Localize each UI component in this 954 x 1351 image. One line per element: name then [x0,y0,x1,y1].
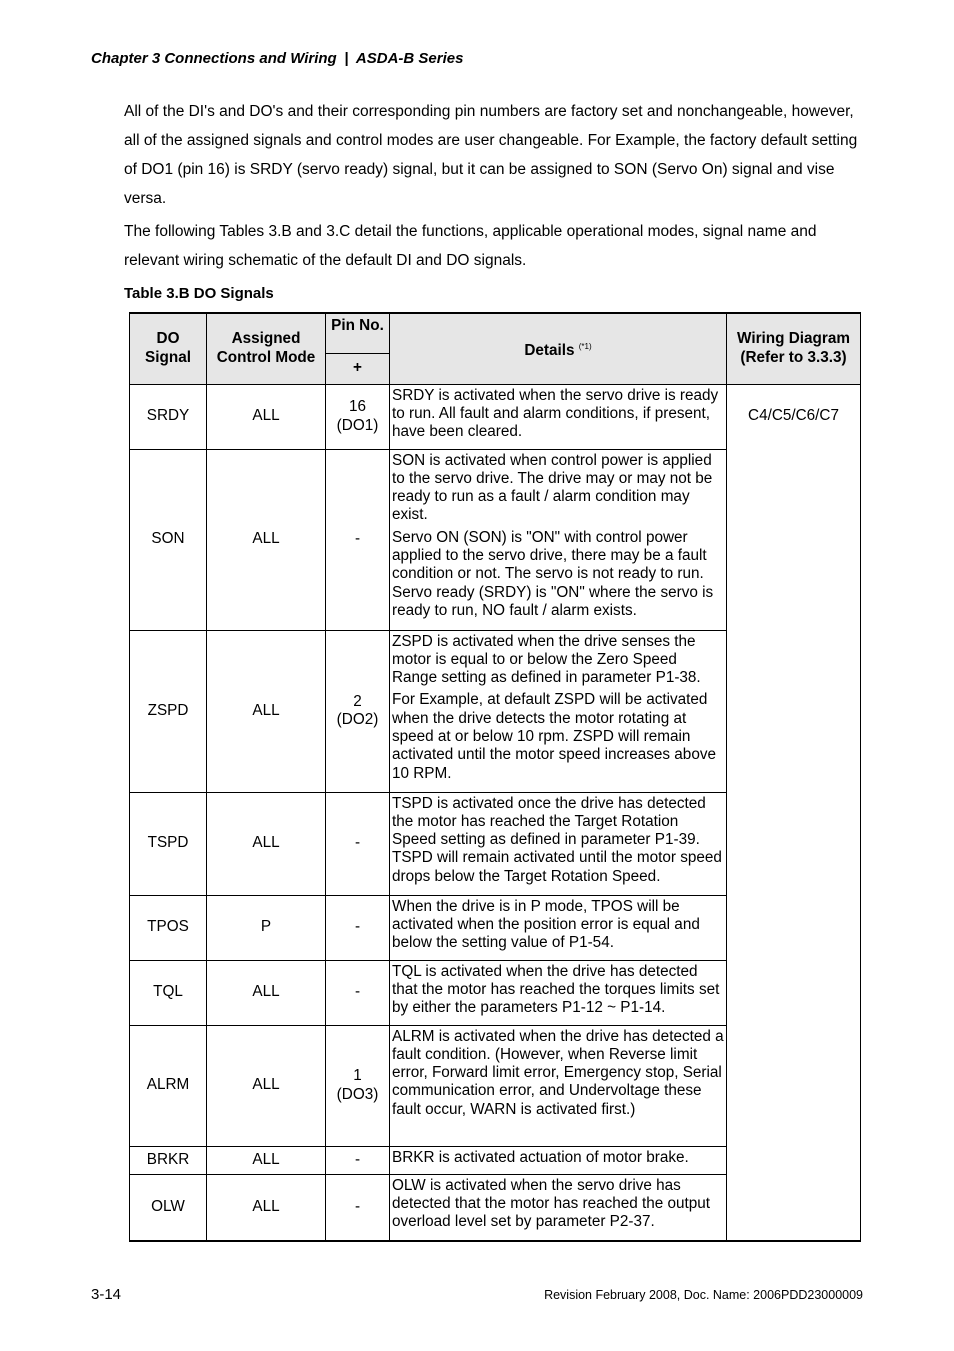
details-cell [390,1025,727,1146]
header-wiring-diagram: Wiring Diagram (Refer to 3.3.3) [727,313,861,384]
pin-value: - [354,918,361,936]
control-mode-cell: P [207,895,326,960]
signal-cell: SON [130,449,207,630]
pin-cell [326,384,390,449]
header-do-signal: DO Signal [130,313,207,384]
page-number: 3-14 [91,1286,122,1303]
control-mode-cell: ALL [207,960,326,1025]
pin-value: (DO3) [336,1085,379,1103]
details-cell [390,384,727,449]
details-paragraph: For Example, at default ZSPD will be activated when the drive detects the motor rotating at speed at or below 10 rpm. ZSPD will remain activated until the motor speed increases above 10 RPM. [392,691,716,782]
signal-cell: TSPD [130,792,207,895]
pin-cell [326,895,390,960]
pin-cell [326,792,390,895]
details-paragraph: BRKR is activated actuation of motor brake. [392,1148,689,1166]
table-caption: Table 3.B DO Signals [124,285,274,302]
details-paragraph: Servo ON (SON) is "ON" with control power applied to the servo drive, there may be a fault condition or not. The servo is not ready to run. Servo ready (SRDY) is "ON" where the servo is ready to run, NO fault / alarm exists. [392,528,714,619]
details-paragraph: TSPD is activated once the drive has detected the motor has reached the Target Rotation Speed setting as defined in parameter P1-39. TSPD will remain activated until the motor speed drops below the Target Rotation Speed. [392,794,722,885]
signal-cell: OLW [130,1174,207,1241]
pin-value: 1 [353,1067,362,1085]
pin-value: (DO2) [336,711,379,728]
signal-cell: ZSPD [130,630,207,792]
chapter-header: Chapter 3 Connections and Wiring | ASDA-B Series [91,50,464,67]
intro-paragraph: All of the DI's and DO's and their corresponding pin numbers are factory set and nonchangeable, however, all of the assigned signals and control modes are user changeable. For Example, the factory default setting of DO1 (pin 16) is SRDY (servo ready) signal, but it can be assigned to SON (Servo On) signal and vise versa. [124,103,858,207]
header-pin-no: Pin No. [326,313,390,353]
control-mode-cell: ALL [207,1174,326,1241]
details-paragraph: ALRM is activated when the drive has detected a fault condition. (However, when Reverse limit error, Forward limit error, Emergency stop, Serial communication error, and Undervoltage these fault occur, WARN is activated first.) [392,1027,724,1118]
wiring-diagram-cell: C4/C5/C6/C7 [727,384,861,1241]
control-mode-cell: ALL [207,630,326,792]
pin-value: - [354,834,361,852]
pin-cell [326,1146,390,1174]
details-cell [390,960,727,1025]
details-cell [390,1146,727,1174]
control-mode-cell: ALL [207,1025,326,1146]
control-mode-cell: ALL [207,792,326,895]
pin-value: (DO1) [336,416,379,434]
details-paragraph: OLW is activated when the servo drive has detected that the motor has reached the output overload level set by parameter P2-37. [392,1176,711,1231]
pin-cell [326,1174,390,1241]
signal-cell: BRKR [130,1146,207,1174]
pin-value: 2 [353,692,362,710]
header-details-label: Details [524,341,575,359]
signal-cell: SRDY [130,384,207,449]
details-cell [390,630,727,792]
details-footnote-ref: (*1) [578,341,592,351]
signal-cell: TQL [130,960,207,1025]
pin-cell [326,960,390,1025]
pin-value: - [354,530,361,548]
signal-cell: ALRM [130,1025,207,1146]
details-cell [390,1174,727,1241]
header-details [390,313,727,384]
table-row [130,384,861,449]
control-mode-cell: ALL [207,384,326,449]
details-cell [390,895,727,960]
control-mode-cell: ALL [207,1146,326,1174]
details-paragraph: TQL is activated when the drive has detected that the motor has reached the torques limits set by either the parameters P1-12 ~ P1-14. [392,962,720,1017]
details-paragraph: ZSPD is activated when the drive senses the motor is equal to or below the Zero Speed Range setting as defined in parameter P1-38. [392,632,701,687]
do-signals-table [129,312,861,1242]
header-pin-plus: + [326,353,390,384]
details-cell [390,449,727,630]
details-paragraph: SON is activated when control power is applied to the servo drive. The drive may or may not be ready to run as a fault / alarm condition may exist. [392,451,713,524]
details-cell [390,792,727,895]
pin-value: 16 [348,398,366,416]
details-paragraph: SRDY is activated when the servo drive is ready to run. All fault and alarm conditions, if present, have been cleared. [392,386,719,441]
revision-note: Revision February 2008, Doc. Name: 2006PDD23000009 [544,1288,863,1302]
details-paragraph: When the drive is in P mode, TPOS will be activated when the position error is equal and below the setting value of P1-54. [392,897,700,952]
pin-value: - [354,1198,361,1216]
pin-cell [326,630,390,792]
pin-value: - [354,983,361,1001]
pin-cell [326,449,390,630]
header-control-mode: Assigned Control Mode [207,313,326,384]
pin-value: - [354,1150,361,1168]
pin-cell [326,1025,390,1146]
tables-paragraph: The following Tables 3.B and 3.C detail the functions, applicable operational modes, signal name and relevant wiring schematic of the default DI and DO signals. [124,223,817,269]
control-mode-cell: ALL [207,449,326,630]
signal-cell: TPOS [130,895,207,960]
